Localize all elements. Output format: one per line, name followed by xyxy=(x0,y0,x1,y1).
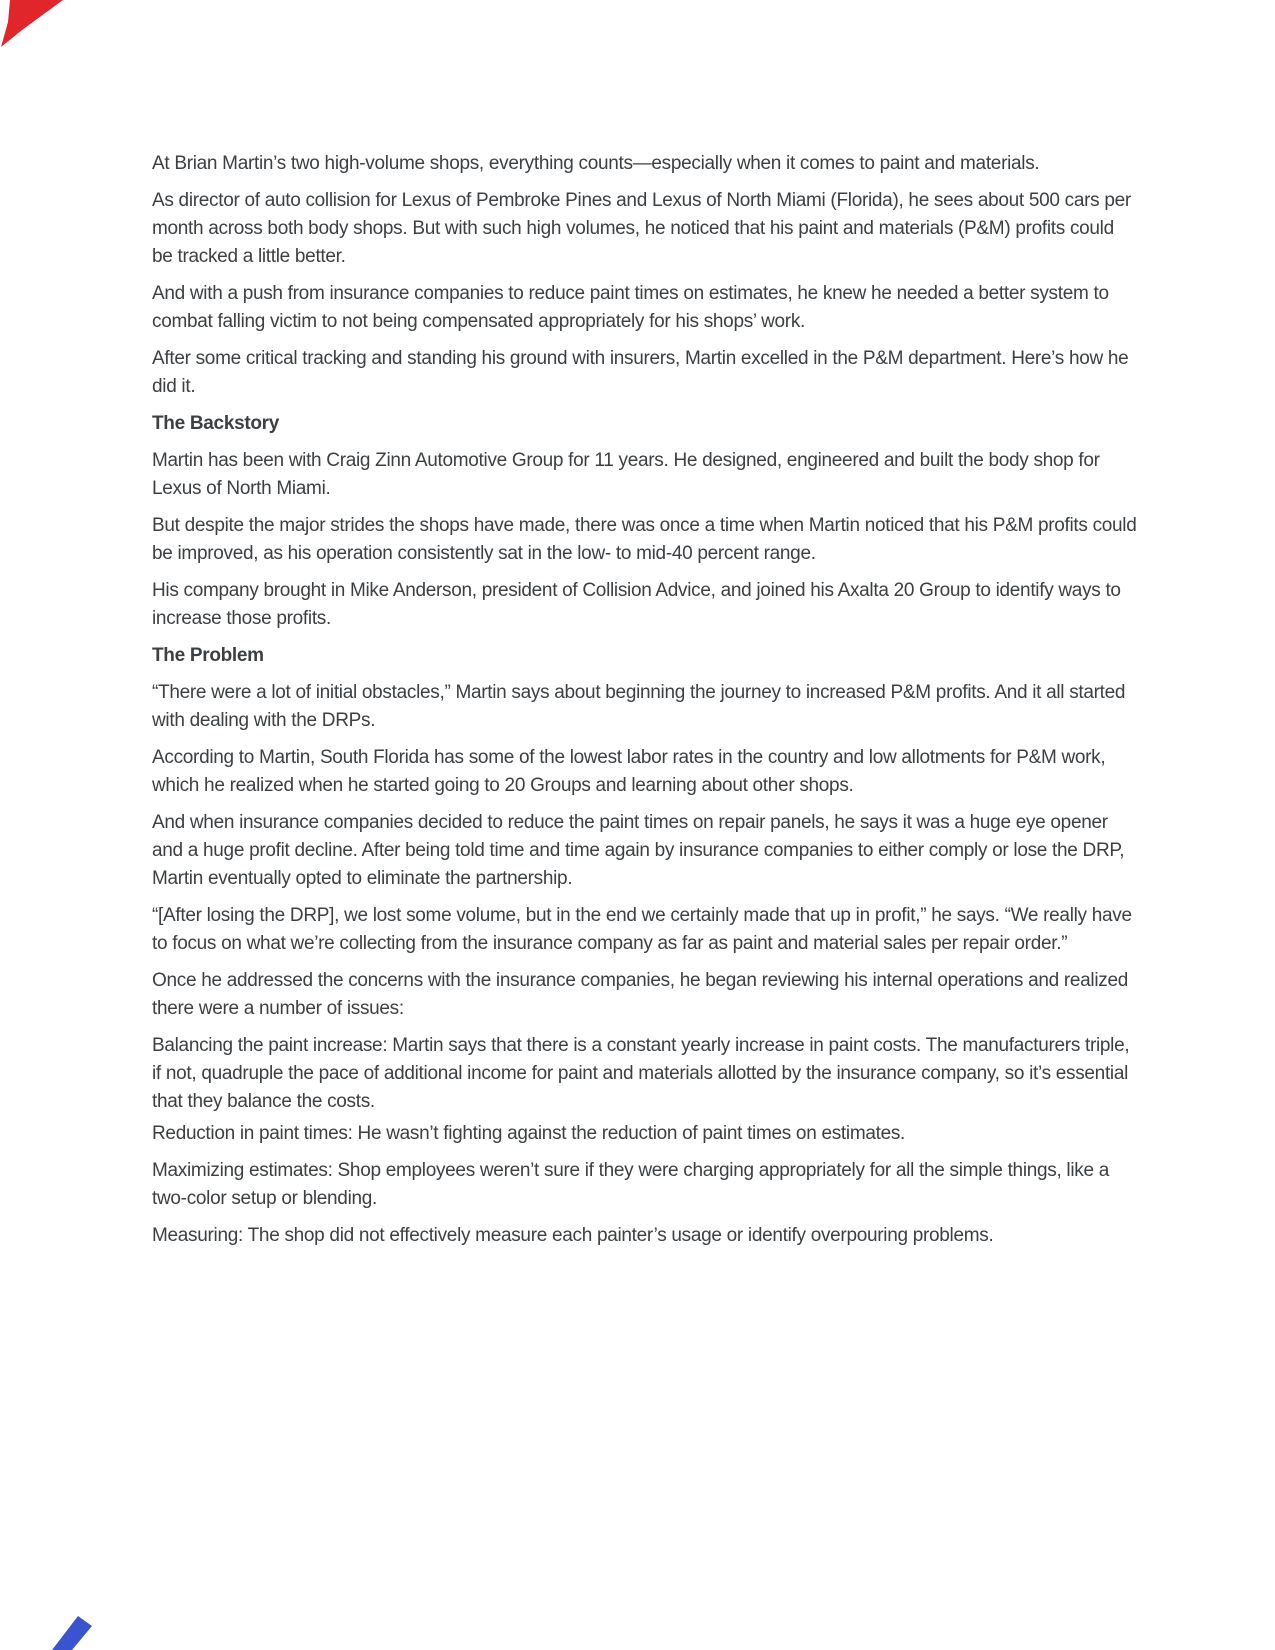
paragraph-craig-zinn: Martin has been with Craig Zinn Automotive Group for 11 years. He designed, engineered and built the body shop for Lexus of North Miami. xyxy=(152,450,1100,499)
blue-corner-shape xyxy=(52,1616,92,1650)
paragraph-obstacles-quote: “There were a lot of initial obstacles,” Martin says about beginning the journey to increased P&M profits. And it all started with dealing with the DRPs. xyxy=(152,682,1126,731)
paragraph-internal-operations: Once he addressed the concerns with the insurance companies, he began reviewing his internal operations and realized there were a number of issues: xyxy=(152,970,1128,1019)
paragraph-measuring: Measuring: The shop did not effectively measure each painter’s usage or identify overpouring problems. xyxy=(152,1225,994,1246)
paragraph-labor-rates: According to Martin, South Florida has some of the lowest labor rates in the country and low allotments for P&M work, which he realized when he started going to 20 Groups and learning about other shops. xyxy=(152,747,1106,796)
paragraph-major-strides: But despite the major strides the shops have made, there was once a time when Martin noticed that his P&M profits could be improved, as his operation consistently sat in the low- to mid-40 percent range. xyxy=(152,515,1137,564)
blue-corner-graphic xyxy=(0,1600,110,1650)
paragraph-tracking: After some critical tracking and standing his ground with insurers, Martin excelled in the P&M department. Here’s how he did it. xyxy=(152,348,1129,397)
section-heading-problem: The Problem xyxy=(152,645,264,666)
paragraph-drp-quote: “[After losing the DRP], we lost some volume, but in the end we certainly made that up in profit,” he says. “We really have to focus on what we’re collecting from the insurance company as far as paint and material sales per repair order.” xyxy=(152,905,1132,954)
paragraph-paint-times: And when insurance companies decided to reduce the paint times on repair panels, he says it was a huge eye opener and a huge profit decline. After being told time and time again by insurance companies to either comply or lose the DRP, Martin eventually opted to eliminate the partnership. xyxy=(152,812,1125,889)
paragraph-reduction-paint-times: Reduction in paint times: He wasn’t fighting against the reduction of paint times on estimates. xyxy=(152,1123,906,1144)
red-corner-shape xyxy=(1,0,63,47)
paragraph-maximizing-estimates: Maximizing estimates: Shop employees weren’t sure if they were charging appropriately for all the simple things, like a two-color setup or blending. xyxy=(152,1160,1109,1209)
article-body xyxy=(152,150,1137,1259)
paragraph-insurance-push: And with a push from insurance companies to reduce paint times on estimates, he knew he needed a better system to combat falling victim to not being compensated appropriately for his shops’ work. xyxy=(152,283,1109,332)
paragraph-balancing-paint-increase: Balancing the paint increase: Martin says that there is a constant yearly increase in paint costs. The manufacturers triple, if not, quadruple the pace of additional income for paint and materials allotted by the insurance company, so it’s essential that they balance the costs. xyxy=(152,1035,1130,1112)
paragraph-mike-anderson: His company brought in Mike Anderson, president of Collision Advice, and joined his Axalta 20 Group to identify ways to increase those profits. xyxy=(152,580,1121,629)
red-corner-graphic xyxy=(0,0,80,60)
paragraph-director: As director of auto collision for Lexus of Pembroke Pines and Lexus of North Miami (Florida), he sees about 500 cars per month across both body shops. But with such high volumes, he noticed that his paint and materials (P&M) profits could be tracked a little better. xyxy=(152,190,1131,267)
section-heading-backstory: The Backstory xyxy=(152,413,280,434)
paragraph-intro: At Brian Martin’s two high-volume shops, everything counts—especially when it comes to paint and materials. xyxy=(152,153,1040,174)
